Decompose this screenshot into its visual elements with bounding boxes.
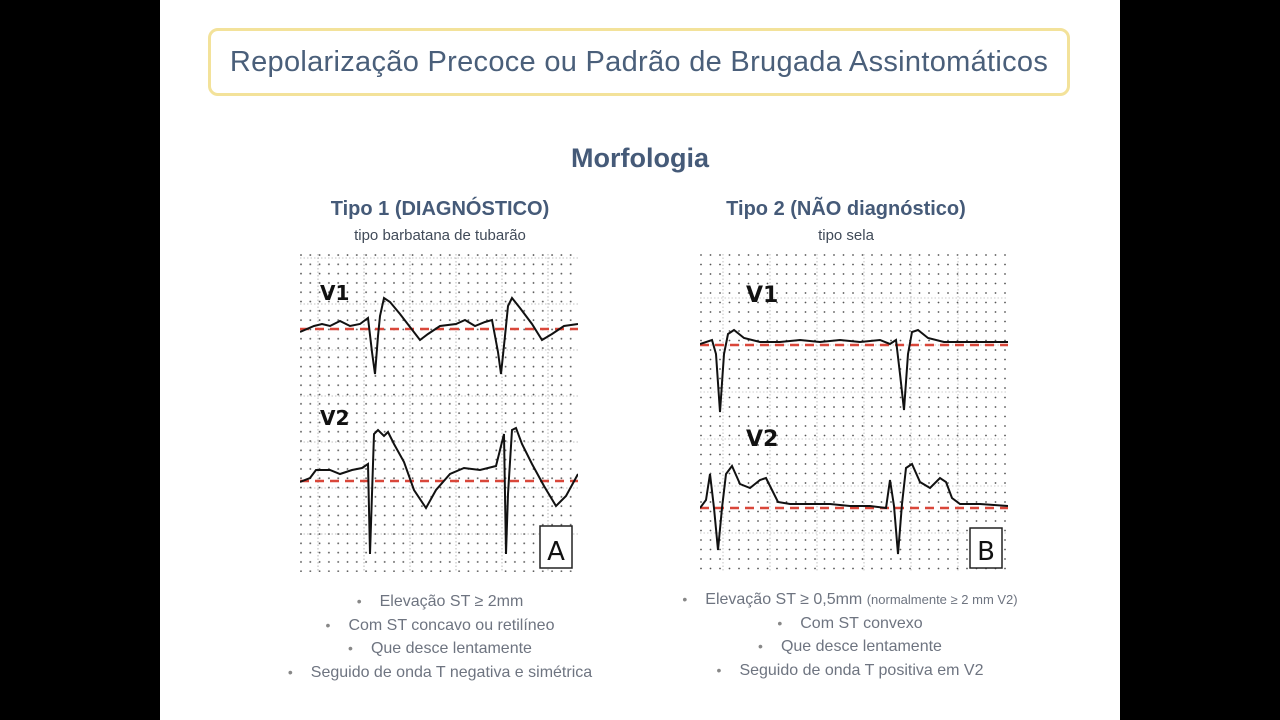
- ecg-panel-a: [300, 254, 578, 572]
- type2-heading: Tipo 2 (NÃO diagnóstico): [726, 198, 966, 220]
- list-item: • Elevação ST ≥ 2mm: [260, 590, 620, 614]
- section-heading: Morfologia: [571, 143, 709, 173]
- list-item: • Que desce lentamente: [260, 637, 620, 661]
- list-item: • Seguido de onda T positiva em V2: [650, 659, 1050, 683]
- type1-subheading: tipo barbatana de tubarão: [354, 227, 526, 244]
- list-item: • Elevação ST ≥ 0,5mm (normalmente ≥ 2 mm V2): [650, 588, 1050, 612]
- type1-header: [240, 198, 640, 244]
- type2-subheading: tipo sela: [818, 227, 874, 244]
- list-item: • Com ST concavo ou retilíneo: [260, 614, 620, 638]
- lead-label-v1-a: V1: [320, 281, 350, 305]
- type2-header: [646, 198, 1046, 244]
- panel-label-b: B: [977, 537, 995, 567]
- type1-criteria-list: [260, 590, 620, 684]
- bullet-icon: •: [758, 638, 763, 654]
- bullet-icon: •: [348, 640, 353, 656]
- type1-heading: Tipo 1 (DIAGNÓSTICO): [330, 198, 550, 220]
- bullet-icon: •: [777, 614, 783, 631]
- ecg-panel-b: [700, 254, 1008, 572]
- lead-label-v2-a: V2: [320, 406, 350, 430]
- bullet-icon: •: [716, 661, 722, 678]
- lead-label-v2-b: V2: [746, 427, 779, 452]
- lead-label-v1-b: V1: [746, 283, 779, 308]
- bullet-icon: •: [356, 593, 362, 609]
- list-item: • Que desce lentamente: [650, 635, 1050, 659]
- bullet-icon: •: [287, 663, 293, 680]
- panel-label-a: A: [547, 537, 565, 567]
- ecg-b-tracing: [700, 254, 1008, 572]
- slide: [160, 0, 1120, 720]
- type2-criteria-list: [650, 588, 1050, 682]
- ecg-a-tracing: [300, 254, 578, 572]
- bullet-icon: •: [325, 616, 331, 633]
- bullet-icon: •: [682, 591, 688, 607]
- list-item: • Com ST convexo: [650, 612, 1050, 636]
- list-item: • Seguido de onda T negativa e simétrica: [260, 661, 620, 685]
- slide-title: Repolarização Precoce ou Padrão de Brugada Assintomáticos: [229, 45, 1049, 78]
- title-box: [208, 28, 1070, 96]
